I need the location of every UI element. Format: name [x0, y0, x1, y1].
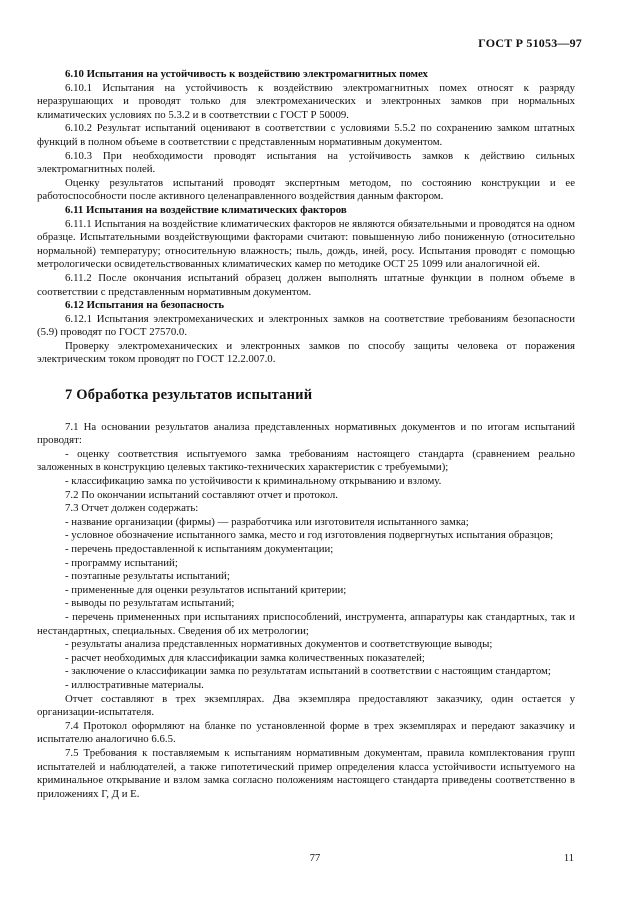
list-item: - оценку соответствия испытуемого замка требованиям настоящего стандарта (сравнением реально заложенных в конструкцию целевых тактико-технических характеристик с требуемыми); [37, 447, 575, 474]
list-item: - результаты анализа представленных нормативных документов и соответствующие выводы; [65, 638, 493, 651]
paragraph-6-10-3: 6.10.3 При необходимости проводят испытания на устойчивость замков к действию сильных электромагнитных полей. [37, 149, 575, 176]
paragraph-6-10-2: 6.10.2 Результат испытаний оценивают в соответствии с условиями 5.5.2 по сохранению замком штатных функций в полном объеме в соответствии с представленным нормативным документом. [37, 122, 575, 148]
paragraph-6-11-2: 6.11.2 После окончания испытаний образец должен выполнять штатные функции в полном объеме в соответствии с представленным нормативным документом. [37, 271, 575, 298]
paragraph-7-3: 7.3 Отчет должен содержать: [65, 502, 199, 515]
list-item: - расчет необходимых для классификации замка количественных показателей; [65, 651, 425, 664]
paragraph-7-3-copies: Отчет составляют в трех экземплярах. Два экземпляра предоставляют заказчику, один остается у организации-испытателя. [37, 692, 575, 719]
list-item: - иллюстративные материалы. [65, 678, 204, 691]
paragraph-6-10-3-evaluation: Оценку результатов испытаний проводят экспертным методом, по состоянию конструкции и ее работоспособности после активного целенаправленного воздействия данным фактором. [37, 176, 575, 203]
section-6-12-title: 6.12 Испытания на безопасность [65, 299, 225, 312]
list-item: - поэтапные результаты испытаний; [65, 570, 230, 583]
paragraph-7-5: 7.5 Требования к поставляемым к испытаниям нормативным документам, правила комплектования групп испытателей и наблюдателей, а также гипотетический пример определения класса устойчивости испытуемого на криминальное открывание и взлом замка согласно положениям настоящего стандарта приведены соответственно в приложениях Г, Д и Е. [37, 746, 575, 800]
list-item: - заключение о классификации замка по результатам испытаний в соответствии с настоящим стандартом; [65, 665, 551, 678]
list-item: - условное обозначение испытанного замка, место и год изготовления подвергнутых испытания образцов; [65, 529, 554, 542]
paragraph-7-4: 7.4 Протокол оформляют на бланке по установленной форме в трех экземплярах и передают заказчику и испытателю аналогично 6.6.5. [37, 719, 575, 746]
section-6-11-title: 6.11 Испытания на воздействие климатических факторов [65, 203, 347, 216]
standard-header: ГОСТ Р 51053—97 [478, 36, 582, 50]
page-number-center: 77 [309, 853, 321, 864]
section-6-10-title: 6.10 Испытания на устойчивость к воздействию электромагнитных помех [65, 68, 428, 80]
list-item: - программу испытаний; [65, 556, 178, 569]
list-item: - перечень примененных при испытаниях приспособлений, инструмента, аппаратуры как стандартных, так и нестандартных, специальных. Сведения об их метрологии; [37, 610, 575, 637]
list-item: - примененные для оценки результатов испытаний критерии; [65, 583, 347, 596]
paragraph-6-12-1: 6.12.1 Испытания электромеханических и электронных замков на соответствие требованиям безопасности (5.9) проводят по ГОСТ 27570.0. [37, 312, 575, 339]
list-item: - классификацию замка по устойчивости к криминальному открыванию и взлому. [65, 475, 442, 488]
list-item: - название организации (фирмы) — разработчика или изготовителя испытанного замка; [65, 515, 469, 528]
paragraph-7-2: 7.2 По окончании испытаний составляют отчет и протокол. [65, 488, 338, 501]
paragraph-7-1: 7.1 На основании результатов анализа представленных нормативных документов и по итогам испытаний проводят: [37, 420, 575, 447]
document-body [37, 68, 575, 801]
page-number-right: 11 [563, 853, 574, 864]
paragraph-6-11-1: 6.11.1 Испытания на воздействие климатических факторов не являются обязательными и проводятся на одном образце. Испытательными воздействующими факторами считают: повышенную либо пониженную (относительно нормальной) температуру; относительную влажность; пыль, дождь, иней, росу. Испытания проводят с помощью метрологически освидетельствованных климатических камер по методике ОСТ 25 1099 или аналогичной ей. [37, 217, 575, 271]
section-7-heading: 7 Обработка результатов испытаний [65, 387, 313, 404]
paragraph-6-10-1: 6.10.1 Испытания на устойчивость к воздействию электромагнитных помех относят к разряду неразрушающих и проводят только для электромеханических и электронных замков при нормальных климатических условиях по 5.3.2 и в соответствии с ГОСТ Р 50009. [37, 81, 575, 121]
paragraph-6-12-1-check: Проверку электромеханических и электронных замков по способу защиты человека от поражения электрическим током проводят по ГОСТ 12.2.007.0. [37, 339, 575, 366]
list-item: - выводы по результатам испытаний; [65, 597, 235, 610]
list-item: - перечень предоставленной к испытаниям документации; [65, 543, 334, 555]
